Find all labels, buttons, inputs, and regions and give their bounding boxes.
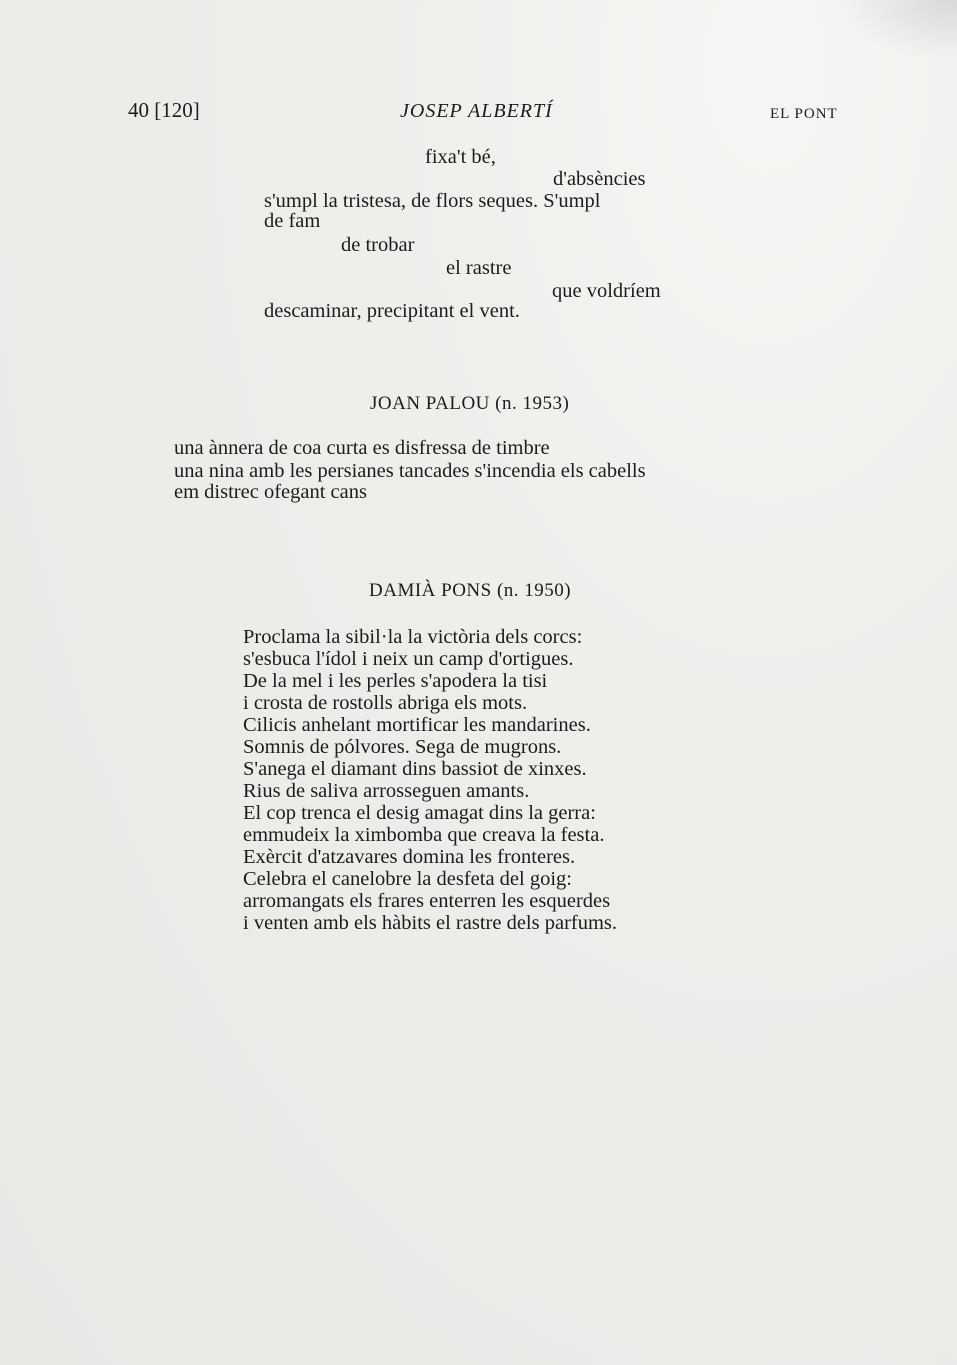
poem-line: de fam [264, 210, 321, 232]
poem-line: i crosta de rostolls abriga els mots. [243, 692, 528, 714]
poem-line: s'umpl la tristesa, de flors seques. S'umpl [264, 190, 601, 212]
poem-line: em distrec ofegant cans [174, 481, 367, 503]
poem-line: Rius de saliva arrosseguen amants. [243, 780, 530, 802]
poem-line: i venten amb els hàbits el rastre dels parfums. [243, 912, 618, 934]
poem-line: que voldríem [552, 280, 661, 302]
poem-line: una nina amb les persianes tancades s'incendia els cabells [174, 460, 646, 482]
poem-line: Celebra el canelobre la desfeta del goig: [243, 868, 572, 890]
poem-line: El cop trenca el desig amagat dins la gerra: [243, 802, 596, 824]
page-header [0, 98, 957, 128]
author-heading: JOAN PALOU (n. 1953) [370, 393, 570, 414]
poem-line: arromangats els frares enterren les esquerdes [243, 890, 611, 912]
poem-line: De la mel i les perles s'apodera la tisi [243, 670, 548, 692]
page-number: 40 [120] [128, 98, 200, 122]
author-heading: DAMIÀ PONS (n. 1950) [369, 580, 572, 601]
journal-name: EL PONT [770, 106, 838, 122]
poem-line: s'esbuca l'ídol i neix un camp d'ortigues. [243, 648, 574, 670]
poem-line: descaminar, precipitant el vent. [264, 300, 520, 322]
running-title: JOSEP ALBERTÍ [400, 100, 553, 122]
poem-line: emmudeix la ximbomba que creava la festa. [243, 824, 605, 846]
poem-line: una ànnera de coa curta es disfressa de timbre [174, 437, 550, 459]
page-corner-shadow [837, 0, 957, 60]
poem-line: S'anega el diamant dins bassiot de xinxes. [243, 758, 587, 780]
poem-line: fixa't bé, [425, 146, 496, 168]
poem-line: de trobar [341, 234, 415, 256]
poem-line: Cilicis anhelant mortificar les mandarines. [243, 714, 591, 736]
poem-line: el rastre [446, 257, 512, 279]
poem-line: Exèrcit d'atzavares domina les fronteres. [243, 846, 576, 868]
poem-line: Proclama la sibil·la la victòria dels corcs: [243, 626, 583, 648]
poem-line: Somnis de pólvores. Sega de mugrons. [243, 736, 562, 758]
poem-line: d'absències [553, 168, 646, 190]
